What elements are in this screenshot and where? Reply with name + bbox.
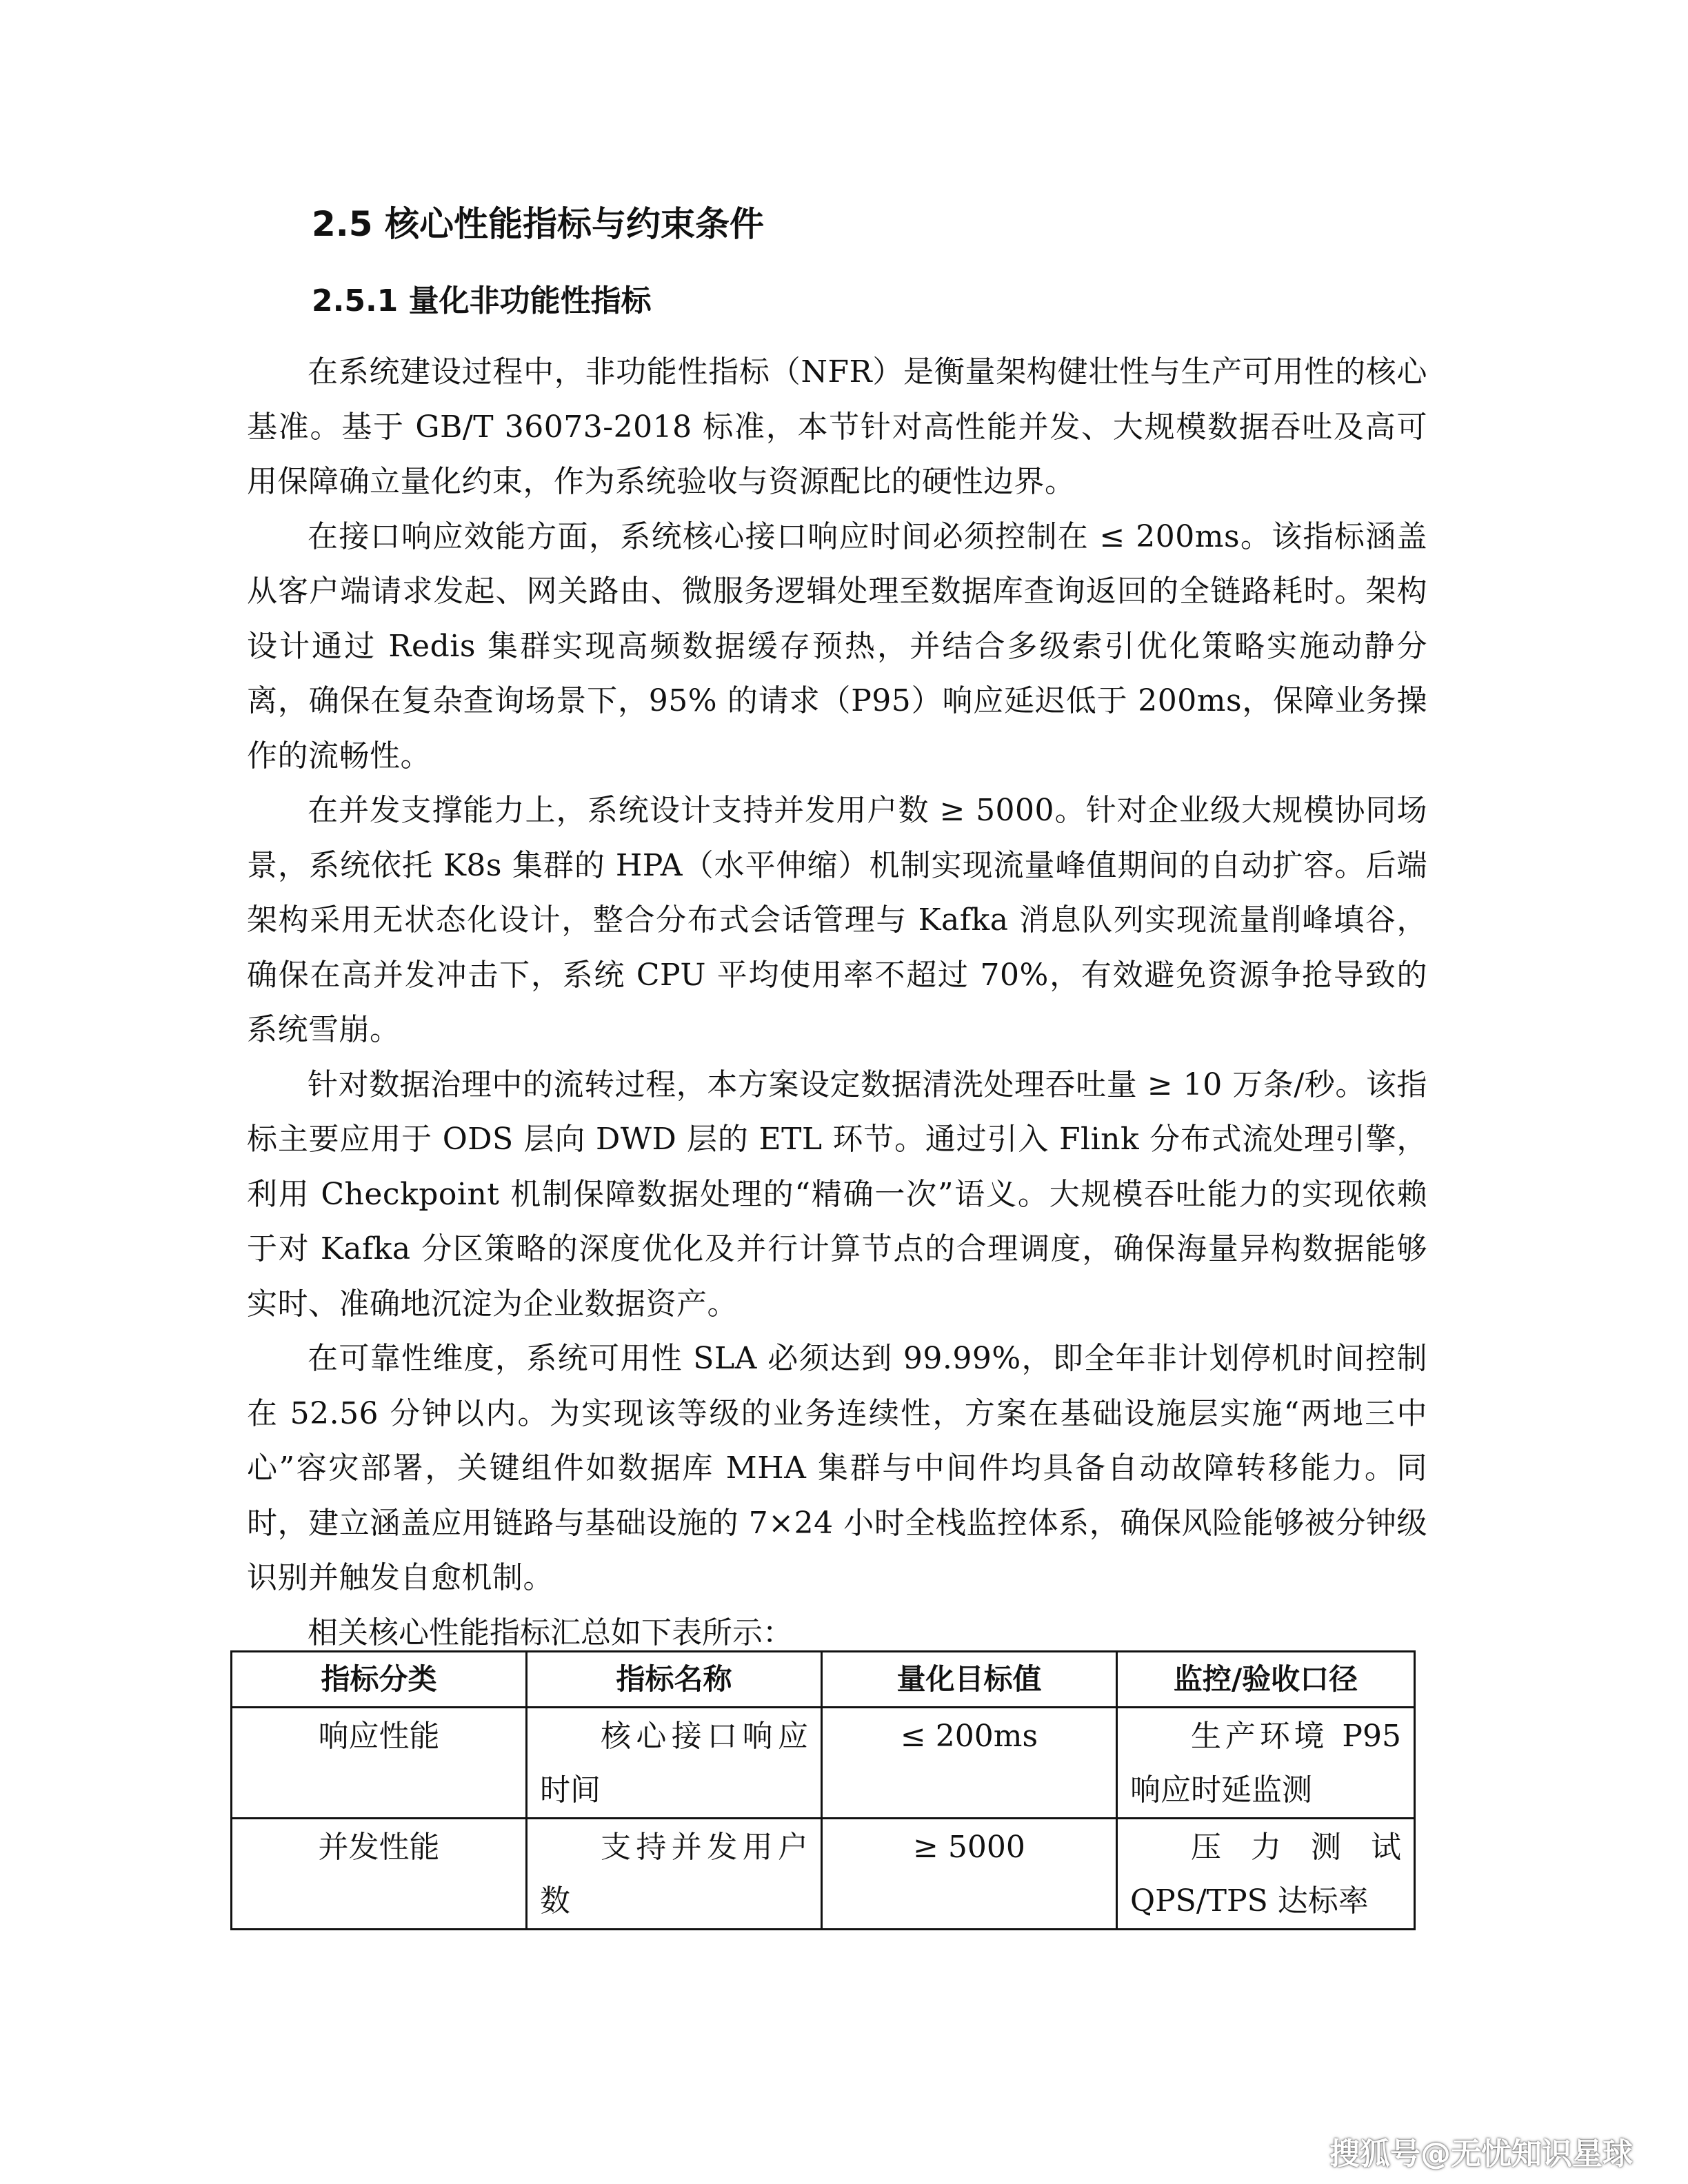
cell-acceptance-criteria: 压力测试 QPS/TPS 达标率 [1117,1819,1415,1930]
cell-target-value: ≥ 5000 [822,1819,1117,1930]
cell-acceptance-criteria: 生产环境 P95 响应时延监测 [1117,1708,1415,1819]
cell-target-value: ≤ 200ms [822,1708,1117,1819]
header-category: 指标分类 [232,1652,527,1708]
watermark: 搜狐号@无忧知识星球 [1329,2136,1633,2172]
metrics-table-container [230,1650,1414,1930]
paragraph-reliability: 在可靠性维度，系统可用性 SLA 必须达到 99.99%，即全年非计划停机时间控制在 52.56 分钟以内。为实现该等级的业务连续性，方案在基础设施层实施“两地三中心”容灾部署，关键组件如数据库 MHA 集群与中间件均具备自动故障转移能力。同时，建立涵盖应用链路与基础设施的 7×24 小时全栈监控体系，确保风险能够被分钟级识别并触发自愈机制。 [247,1341,1427,1595]
paragraph-concurrency: 在并发支撑能力上，系统设计支持并发用户数 ≥ 5000。针对企业级大规模协同场景，系统依托 K8s 集群的 HPA（水平伸缩）机制实现流量峰值期间的自动扩容。后端架构采用无状态化设计，整合分布式会话管理与 Kafka 消息队列实现流量削峰填谷，确保在高并发冲击下，系统 CPU 平均使用率不超过 70%，有效避免资源争抢导致的系统雪崩。 [247,793,1427,1047]
table-row [232,1708,1415,1819]
table-caption: 相关核心性能指标汇总如下表所示： [308,1615,793,1650]
table-row [232,1819,1415,1930]
cell-category: 响应性能 [232,1708,527,1819]
paragraph-nfr-intro: 在系统建设过程中，非功能性指标（NFR）是衡量架构健壮性与生产可用性的核心基准。基于 GB/T 36073-2018 标准，本节针对高性能并发、大规模数据吞吐及高可用保障确立量化约束，作为系统验收与资源配比的硬性边界。 [247,354,1427,499]
table-header-row [232,1652,1415,1708]
header-metric-name: 指标名称 [527,1652,822,1708]
cell-metric-name: 核心接口响应时间 [527,1708,822,1819]
subsection-heading: 2.5.1 量化非功能性指标 [312,283,652,318]
cell-category: 并发性能 [232,1819,527,1930]
body-text [247,345,1427,1660]
section-heading: 2.5 核心性能指标与约束条件 [312,204,764,244]
header-acceptance-criteria: 监控/验收口径 [1117,1652,1415,1708]
paragraph-response-time: 在接口响应效能方面，系统核心接口响应时间必须控制在 ≤ 200ms。该指标涵盖从客户端请求发起、网关路由、微服务逻辑处理至数据库查询返回的全链路耗时。架构设计通过 Redis 集群实现高频数据缓存预热，并结合多级索引优化策略实施动静分离，确保在复杂查询场景下，95% 的请求（P95）响应延迟低于 200ms，保障业务操作的流畅性。 [247,518,1427,774]
header-target-value: 量化目标值 [822,1652,1117,1708]
cell-metric-name: 支持并发用户数 [527,1819,822,1930]
metrics-table [230,1650,1416,1930]
paragraph-throughput: 针对数据治理中的流转过程，本方案设定数据清洗处理吞吐量 ≥ 10 万条/秒。该指标主要应用于 ODS 层向 DWD 层的 ETL 环节。通过引入 Flink 分布式流处理引擎，利用 Checkpoint 机制保障数据处理的“精确一次”语义。大规模吞吐能力的实现依赖于对 Kafka 分区策略的深度优化及并行计算节点的合理调度，确保海量异构数据能够实时、准确地沉淀为企业数据资产。 [247,1066,1427,1322]
